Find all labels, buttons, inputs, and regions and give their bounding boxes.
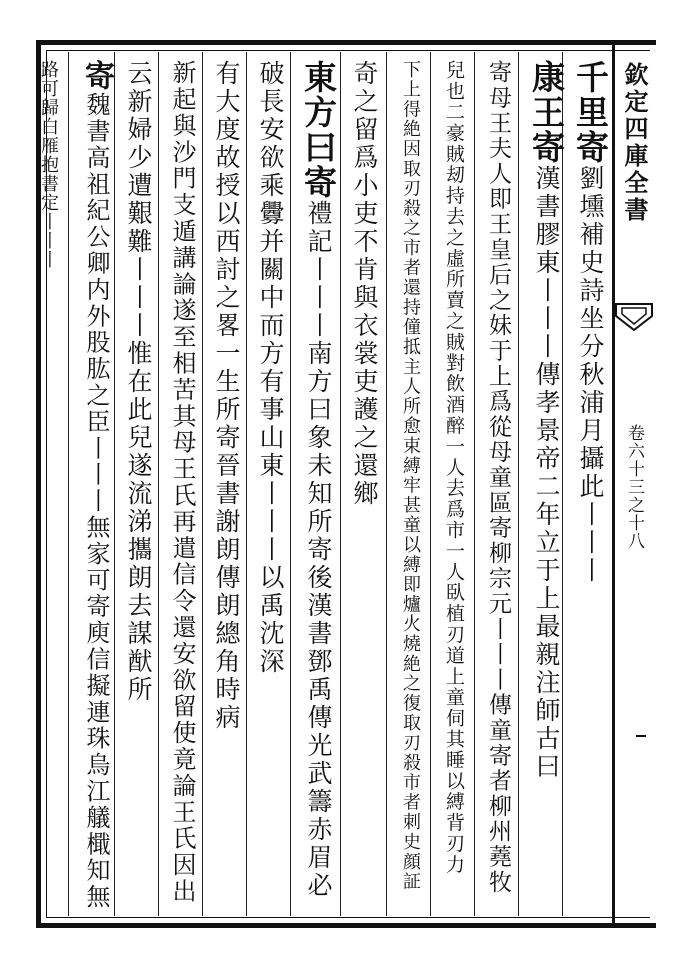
column-rule [202, 52, 203, 916]
column-rule [386, 52, 387, 916]
column-text: 破長安欲乘釁并關中而方有事山東丨丨丨以禹沈深 [256, 60, 285, 676]
entry-heading: 寄 [79, 60, 114, 92]
column-rule [246, 52, 247, 916]
column-rule [474, 52, 475, 916]
column-rule [158, 52, 159, 916]
text-column-13 [38, 60, 68, 910]
text-column-1 [566, 60, 610, 910]
column-text: 兒也二豪賊刼持去之虛所賣之賊對飲酒醉一人去爲市一人臥植刃道上童伺其睡以縛背刃力 [443, 60, 465, 876]
column-text: 漢書膠東丨丨丨傳孝景帝二年立于上最親注師古曰 [532, 165, 561, 781]
column-rule [290, 52, 291, 916]
gutter-mark [636, 735, 646, 737]
column-text: 劉壎補史詩坐分秋浦月攝此丨丨丨 [576, 165, 605, 585]
text-column-8 [250, 60, 290, 910]
text-column-2 [522, 60, 566, 910]
column-rule [68, 52, 69, 916]
column-text: 魏書高祖紀公卿内外股肱之臣丨丨丨無家可寄庾信擬連珠烏江艤檝知無 [82, 92, 110, 911]
column-text: 有大度故授以西討之畧一生所寄晉書謝朗傳朗總角時病 [212, 60, 241, 732]
text-column-11 [118, 60, 158, 910]
entry-heading: 康王寄 [527, 60, 566, 165]
text-column-7 [294, 60, 338, 910]
text-column-4 [434, 60, 474, 910]
text-column-6 [344, 60, 384, 910]
column-text: 新起與沙門支遁講論遂至相苦其母王氏再遣信令還安欲留使竟論王氏因出 [168, 60, 196, 905]
column-text: 禮記丨丨丨南方曰象未知所寄後漢書鄧禹傳光武籌赤眉必 [304, 200, 333, 900]
entry-heading: 東方曰寄 [299, 60, 338, 200]
column-text: 寄母王夫人即王皇后之妹于上爲從母童區寄柳宗元丨丨丨傳童寄者柳州蕘牧 [485, 60, 511, 895]
volume-number: 卷六十三之十八 [624, 424, 644, 550]
text-column-5 [390, 60, 430, 910]
book-title: 欽定四庫全書 [620, 62, 649, 224]
column-text: 云新婦少遭艱難丨丨丨惟在此兒遂流涕攜朗去謀猷所 [124, 60, 153, 704]
column-text: 路可歸白雁抱書定丨丨丨 [38, 60, 59, 269]
text-column-9 [206, 60, 246, 910]
entry-heading: 千里寄 [571, 60, 610, 165]
column-text: 下上得絶因取刃殺之市者還持僮抵主人所愈束縛牢甚童以縛即爐火燒絶之復取刃殺市者刺史顔証 [400, 60, 421, 892]
fish-tail-mark-icon [614, 300, 654, 340]
text-column-3 [478, 60, 518, 910]
column-rule [430, 52, 431, 916]
column-rule [340, 52, 341, 916]
column-text: 奇之留爲小吏不肯與衣裳吏護之還鄉 [350, 60, 379, 508]
column-rule [518, 52, 519, 916]
text-column-12 [72, 60, 116, 910]
text-column-10 [162, 60, 202, 910]
